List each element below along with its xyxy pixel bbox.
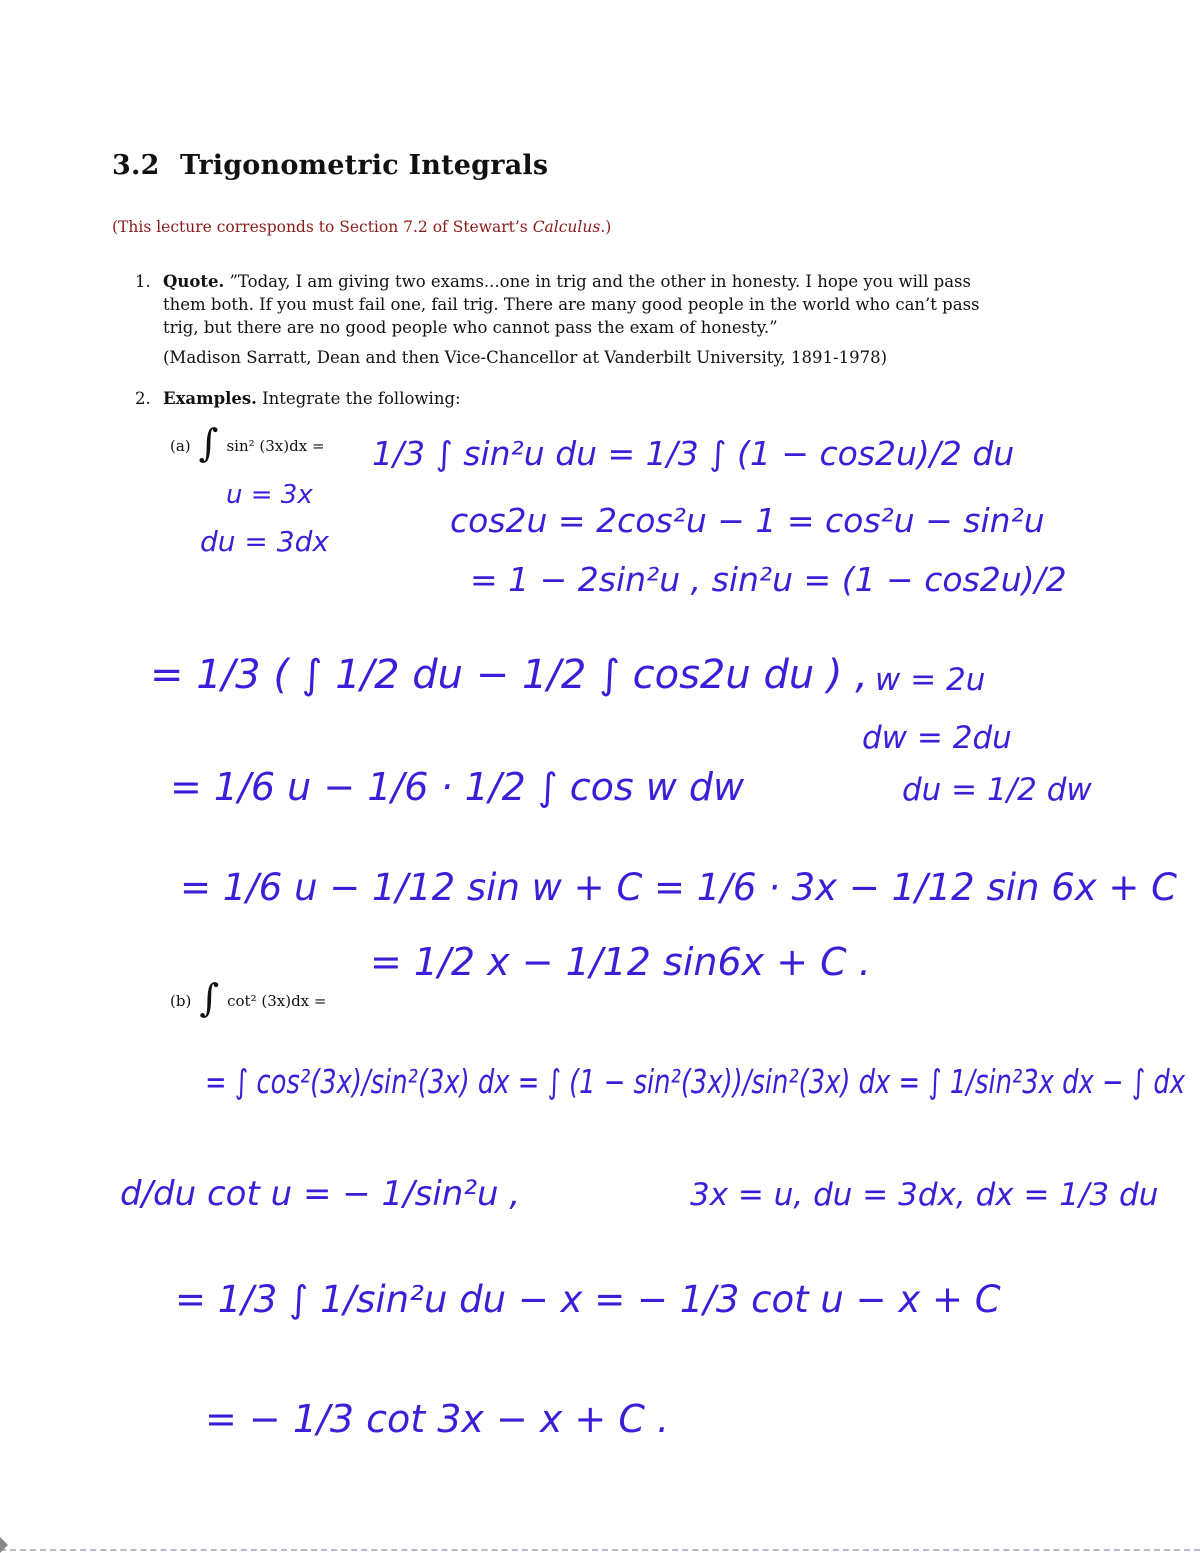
examples-text: Integrate the following: bbox=[262, 389, 461, 408]
hw-a-line4: = 1/6 u − 1/12 sin w + C = 1/6 · 3x − 1/12 sin 6x + C bbox=[180, 866, 1178, 909]
hw-a-w1: w = 2u bbox=[875, 662, 986, 698]
hw-a-line2: = 1/3 ( ∫ 1/2 du − 1/2 ∫ cos2u du ) , bbox=[150, 652, 868, 698]
hw-b-line2: = 1/3 ∫ 1/sin²u du − x = − 1/3 cot u − x + C bbox=[175, 1278, 1001, 1321]
hw-b-line3: = − 1/3 cot 3x − x + C . bbox=[205, 1397, 670, 1441]
hw-a-w3: du = 1/2 dw bbox=[902, 772, 1092, 808]
hw-a-id2: = 1 − 2sin²u , sin²u = (1 − cos2u)/2 bbox=[470, 560, 1067, 599]
hw-b-line1: = ∫ cos²(3x)/sin²(3x) dx = ∫ (1 − sin²(3x))/sin²(3x) dx = ∫ 1/sin²3x dx − ∫ dx bbox=[205, 1062, 1186, 1101]
examples-label: Examples. bbox=[163, 389, 257, 408]
note-prefix: (This lecture corresponds to Section 7.2 of Stewart’s bbox=[112, 218, 533, 236]
page-nav-arrow-icon[interactable] bbox=[0, 1537, 8, 1553]
hw-a-sub1: u = 3x bbox=[226, 480, 313, 510]
note-suffix: .) bbox=[600, 218, 612, 236]
hw-b-sub: 3x = u, du = 3dx, dx = 1/3 du bbox=[690, 1177, 1159, 1213]
item-number: 1. bbox=[135, 272, 151, 291]
hw-a-w2: dw = 2du bbox=[862, 720, 1012, 756]
integral-sign: ∫ bbox=[198, 421, 219, 465]
hw-a-line1: 1/3 ∫ sin²u du = 1/3 ∫ (1 − cos2u)/2 du bbox=[372, 434, 1015, 473]
quote-line-3: trig, but there are no good people who cannot pass the exam of honesty.” bbox=[163, 318, 778, 337]
quote-label: Quote. bbox=[163, 272, 225, 291]
quote-text-1: ”Today, I am giving two exams...one in trig and the other in honesty. I hope you will pass bbox=[229, 272, 971, 291]
page-break-line bbox=[0, 1549, 1200, 1551]
hw-a-line5: = 1/2 x − 1/12 sin6x + C . bbox=[370, 940, 871, 984]
section-number: 3.2 bbox=[112, 150, 160, 181]
hw-b-deriv: d/du cot u = − 1/sin²u , bbox=[120, 1174, 521, 1214]
integral-sign: ∫ bbox=[199, 976, 220, 1020]
section-title: Trigonometric Integrals bbox=[180, 150, 549, 181]
problem-b-expression: cot² (3x)dx = bbox=[227, 992, 327, 1010]
quote-attribution: (Madison Sarratt, Dean and then Vice-Chancellor at Vanderbilt University, 1891-1978) bbox=[163, 348, 888, 367]
quote-line-2: them both. If you must fail one, fail trig. There are many good people in the world who can’t pass bbox=[163, 295, 980, 314]
problem-b-label: (b) bbox=[170, 992, 192, 1010]
problem-a-label: (a) bbox=[170, 437, 191, 455]
hw-a-line3: = 1/6 u − 1/6 · 1/2 ∫ cos w dw bbox=[170, 765, 745, 809]
problem-a-expression: sin² (3x)dx = bbox=[226, 437, 325, 455]
item-number: 2. bbox=[135, 389, 151, 408]
hw-a-id1: cos2u = 2cos²u − 1 = cos²u − sin²u bbox=[450, 501, 1045, 540]
note-book: Calculus bbox=[532, 218, 601, 236]
hw-a-sub2: du = 3dx bbox=[200, 525, 329, 558]
